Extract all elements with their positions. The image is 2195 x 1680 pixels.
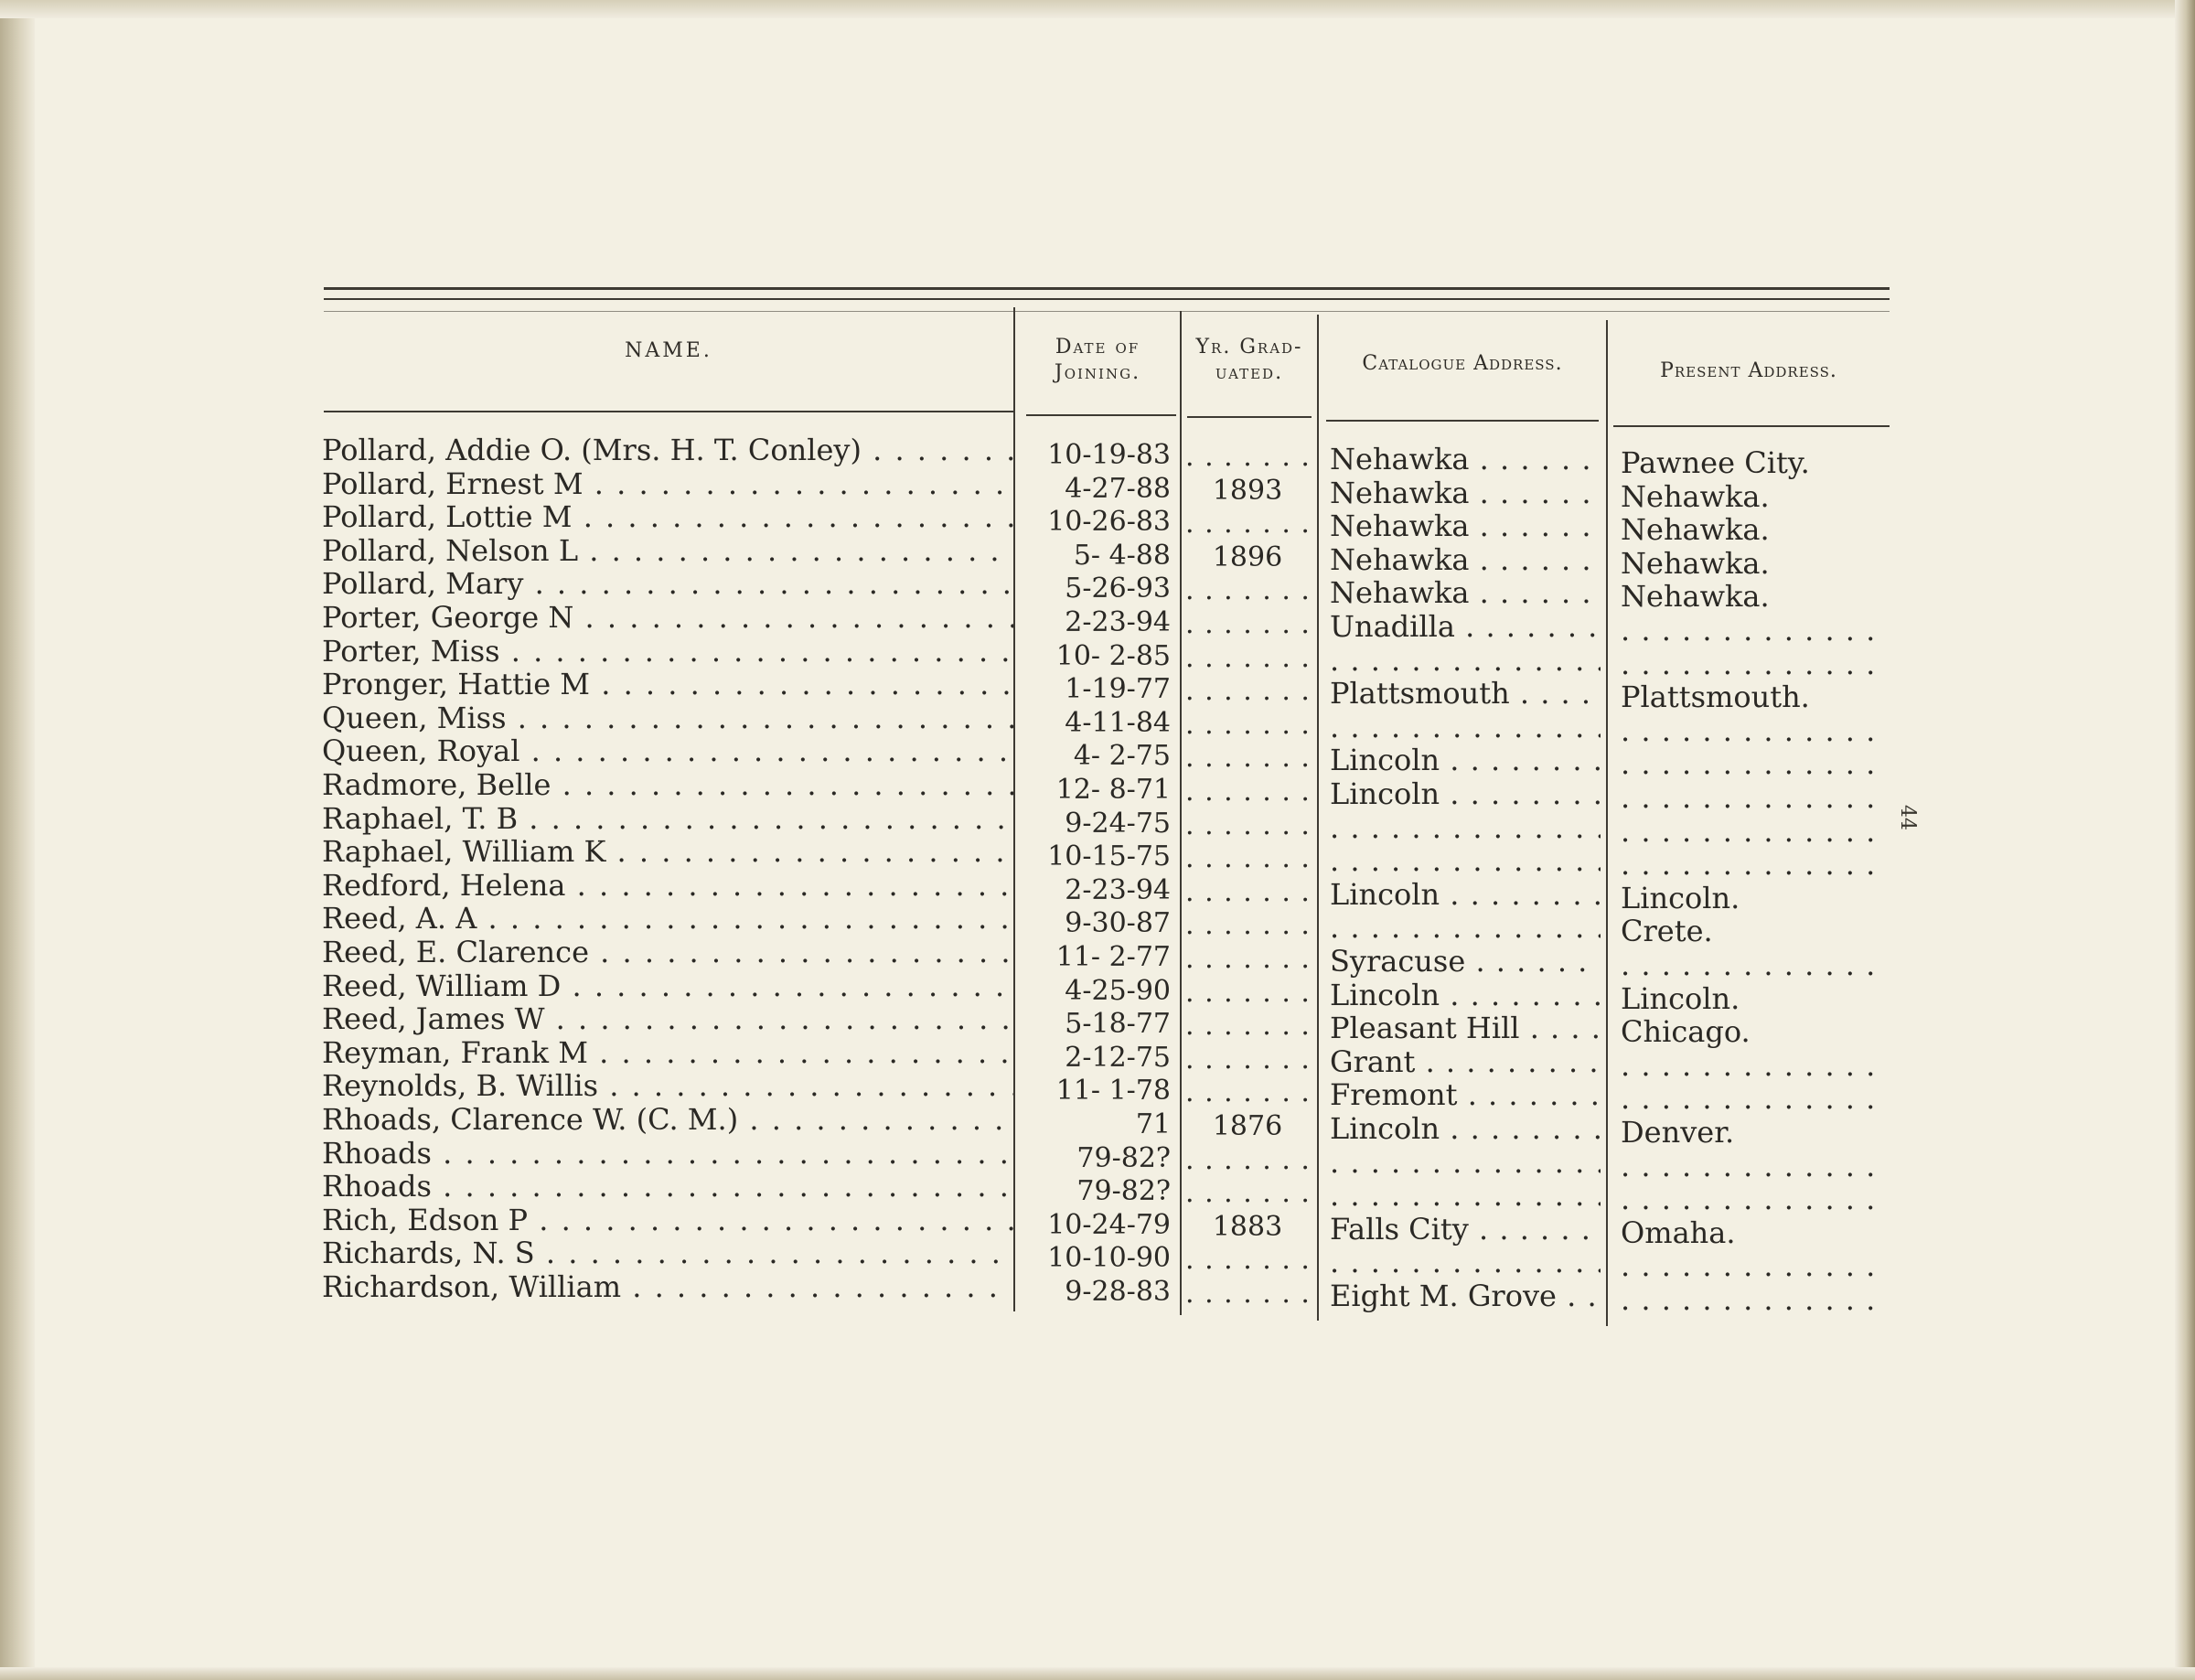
row-catalogue-address: Nehawka . . . — [1330, 443, 1601, 476]
header-rule-catalogue — [1326, 420, 1599, 422]
row-catalogue-address: Nehawka . . . — [1330, 509, 1601, 542]
row-catalogue-address: Lincoln . . . — [1330, 1112, 1601, 1145]
row-year-graduated — [1185, 642, 1310, 675]
row-catalogue-address: Lincoln . . . — [1330, 777, 1601, 810]
row-catalogue-address: Pleasant Hill . . . — [1330, 1011, 1601, 1044]
row-name: Reed, E. Clarence . . . — [322, 936, 1013, 968]
header-rule-name — [324, 411, 1013, 412]
row-present-address: Lincoln. — [1621, 881, 1740, 915]
row-catalogue-address — [1330, 644, 1601, 677]
page-bottom-edge — [0, 1667, 2195, 1680]
header-grad-line2: uated. — [1215, 361, 1284, 384]
header-date-of-joining — [1015, 335, 1180, 386]
row-name: Richardson, William . . . — [322, 1270, 1013, 1303]
row-name: Raphael, William K . . . — [322, 835, 1013, 868]
row-year-graduated — [1185, 574, 1310, 607]
row-catalogue-address — [1330, 1179, 1601, 1212]
row-date-joined: 9-30-87 — [1065, 907, 1171, 940]
row-name: Pollard, Nelson L . . . — [322, 534, 1013, 567]
column-divider-3 — [1317, 315, 1319, 1321]
row-present-address: Lincoln. — [1621, 981, 1740, 1015]
row-catalogue-address: Syracuse . . . — [1330, 945, 1601, 978]
row-date-joined: 71 — [1135, 1108, 1171, 1140]
row-catalogue-address: Lincoln . . . — [1330, 979, 1601, 1011]
row-name: Porter, George N . . . — [322, 601, 1013, 634]
row-present-address: Chicago. — [1621, 1015, 1751, 1049]
row-year-graduated: 1883 — [1212, 1210, 1283, 1243]
row-year-graduated — [1185, 709, 1310, 742]
page-binding-edge — [0, 0, 35, 1680]
row-year-graduated — [1185, 1244, 1310, 1277]
row-catalogue-address — [1330, 711, 1601, 744]
row-date-joined: 9-28-83 — [1065, 1276, 1171, 1308]
row-date-joined: 10-15-75 — [1047, 840, 1171, 873]
row-present-address — [1621, 614, 1884, 647]
row-name: Reynolds, B. Willis . . . — [322, 1069, 1013, 1102]
row-present-address — [1621, 848, 1884, 881]
row-present-address: Pawnee City. — [1621, 446, 1810, 479]
row-year-graduated — [1185, 842, 1310, 875]
row-name: Pollard, Mary . . . — [322, 567, 1013, 600]
header-date-line1: Date of — [1055, 336, 1140, 358]
row-date-joined: 2-12-75 — [1065, 1041, 1171, 1074]
row-catalogue-address — [1330, 1246, 1601, 1279]
row-catalogue-address: Lincoln . . . — [1330, 878, 1601, 911]
row-present-address — [1621, 714, 1884, 747]
row-present-address: Nehawka. — [1621, 479, 1770, 513]
row-year-graduated — [1185, 1010, 1310, 1043]
row-date-joined: 2-23-94 — [1065, 873, 1171, 906]
row-year-graduated: 1893 — [1212, 474, 1283, 507]
row-catalogue-address: Nehawka . . . — [1330, 543, 1601, 576]
row-year-graduated — [1185, 809, 1310, 842]
row-year-graduated — [1185, 608, 1310, 641]
column-divider-1 — [1013, 307, 1015, 1311]
row-date-joined: 79-82? — [1076, 1175, 1171, 1208]
column-divider-2 — [1180, 311, 1182, 1315]
table-top-rule — [324, 287, 1890, 290]
row-date-joined: 4- 2-75 — [1073, 740, 1171, 773]
row-present-address — [1621, 647, 1884, 680]
header-present-text: Present Address. — [1660, 359, 1837, 382]
row-present-address — [1621, 948, 1884, 981]
header-grad-line1: Yr. Grad- — [1195, 336, 1303, 358]
row-year-graduated — [1185, 1177, 1310, 1210]
column-divider-4 — [1606, 320, 1608, 1326]
row-name: Reed, William D . . . — [322, 969, 1013, 1002]
row-name: Redford, Helena . . . — [322, 869, 1013, 902]
row-year-graduated — [1185, 1144, 1310, 1177]
row-catalogue-address — [1330, 844, 1601, 877]
table-top-rule-inner-2 — [324, 311, 1890, 312]
row-name: Richards, N. S . . . — [322, 1236, 1013, 1269]
row-present-address — [1621, 1082, 1884, 1115]
row-name: Reed, James W . . . — [322, 1002, 1013, 1035]
row-year-graduated — [1185, 441, 1310, 474]
row-name: Rhoads, Clarence W. (C. M.) . . . — [322, 1103, 1013, 1136]
row-year-graduated: 1896 — [1212, 540, 1283, 573]
row-present-address: Omaha. — [1621, 1215, 1736, 1249]
row-year-graduated — [1185, 876, 1310, 909]
row-year-graduated — [1185, 1076, 1310, 1109]
header-name-text: NAME. — [625, 339, 712, 362]
row-year-graduated — [1185, 909, 1310, 942]
row-date-joined: 2-23-94 — [1065, 606, 1171, 638]
row-year-graduated — [1185, 742, 1310, 775]
row-catalogue-address: Grant . . . — [1330, 1045, 1601, 1078]
row-name: Porter, Miss . . . — [322, 635, 1013, 668]
header-catalogue-text: Catalogue Address. — [1362, 352, 1563, 375]
row-name: Rhoads . . . — [322, 1170, 1013, 1203]
row-year-graduated — [1185, 1278, 1310, 1311]
row-year-graduated — [1185, 508, 1310, 540]
page-number: 44 — [1896, 805, 1919, 830]
row-catalogue-address: Eight M. Grove . . . — [1330, 1279, 1601, 1312]
row-name: Pollard, Addie O. (Mrs. H. T. Conley) . . . — [322, 433, 1013, 466]
row-date-joined: 9-24-75 — [1065, 807, 1171, 840]
row-catalogue-address: Unadilla . . . — [1330, 610, 1601, 643]
row-date-joined: 11- 2-77 — [1055, 941, 1171, 973]
row-name: Pollard, Lottie M . . . — [322, 500, 1013, 533]
row-year-graduated — [1185, 977, 1310, 1010]
row-year-graduated — [1185, 776, 1310, 808]
row-catalogue-address — [1330, 811, 1601, 844]
row-date-joined: 11- 1-78 — [1055, 1075, 1171, 1108]
row-name: Radmore, Belle . . . — [322, 768, 1013, 801]
row-present-address — [1621, 1283, 1884, 1316]
row-catalogue-address — [1330, 911, 1601, 944]
row-name: Pronger, Hattie M . . . — [322, 668, 1013, 701]
row-catalogue-address — [1330, 1146, 1601, 1179]
row-name: Rhoads . . . — [322, 1137, 1013, 1170]
row-catalogue-address: Falls City . . . — [1330, 1213, 1601, 1246]
row-name: Reed, A. A . . . — [322, 902, 1013, 935]
table-top-rule-inner — [324, 298, 1890, 300]
row-year-graduated — [1185, 1043, 1310, 1076]
header-rule-grad — [1187, 416, 1312, 418]
row-catalogue-address: Nehawka . . . — [1330, 576, 1601, 609]
header-year-graduated — [1182, 335, 1317, 386]
row-catalogue-address: Fremont . . . — [1330, 1078, 1601, 1111]
header-date-line2: Joining. — [1054, 361, 1141, 384]
row-present-address: Crete. — [1621, 915, 1713, 948]
row-present-address — [1621, 781, 1884, 814]
row-present-address — [1621, 747, 1884, 780]
row-date-joined: 4-27-88 — [1065, 472, 1171, 505]
row-present-address: Denver. — [1621, 1116, 1735, 1149]
row-name: Queen, Miss . . . — [322, 701, 1013, 734]
row-date-joined: 5-26-93 — [1065, 572, 1171, 605]
row-name: Queen, Royal . . . — [322, 734, 1013, 767]
row-date-joined: 12- 8-71 — [1055, 774, 1171, 806]
row-present-address: Plattsmouth. — [1621, 680, 1810, 714]
row-present-address — [1621, 1049, 1884, 1082]
row-date-joined: 5-18-77 — [1065, 1008, 1171, 1041]
row-year-graduated — [1185, 675, 1310, 708]
row-date-joined: 10-19-83 — [1047, 439, 1171, 471]
header-rule-date — [1026, 414, 1176, 416]
row-date-joined: 79-82? — [1076, 1141, 1171, 1174]
header-name — [324, 338, 1013, 364]
row-date-joined: 10-24-79 — [1047, 1208, 1171, 1241]
row-present-address — [1621, 1182, 1884, 1215]
page-right-edge — [2175, 0, 2195, 1680]
row-present-address — [1621, 1249, 1884, 1282]
row-catalogue-address: Lincoln . . . — [1330, 744, 1601, 776]
row-date-joined: 4-11-84 — [1065, 706, 1171, 739]
row-year-graduated: 1876 — [1212, 1110, 1283, 1142]
row-present-address — [1621, 1150, 1884, 1182]
row-present-address: Nehawka. — [1621, 513, 1770, 547]
row-name: Raphael, T. B . . . — [322, 802, 1013, 835]
row-catalogue-address: Nehawka . . . — [1330, 476, 1601, 509]
row-present-address — [1621, 815, 1884, 848]
header-rule-present — [1613, 425, 1890, 427]
row-date-joined: 5- 4-88 — [1073, 539, 1171, 572]
row-date-joined: 10- 2-85 — [1055, 639, 1171, 672]
row-date-joined: 1-19-77 — [1065, 673, 1171, 706]
row-name: Rich, Edson P . . . — [322, 1204, 1013, 1236]
row-present-address: Nehawka. — [1621, 580, 1770, 614]
row-date-joined: 4-25-90 — [1065, 974, 1171, 1007]
page-top-edge — [0, 0, 2195, 18]
row-name: Reyman, Frank M . . . — [322, 1036, 1013, 1069]
row-year-graduated — [1185, 943, 1310, 976]
row-date-joined: 10-10-90 — [1047, 1242, 1171, 1275]
header-present-address — [1608, 358, 1890, 384]
header-catalogue-address — [1319, 351, 1606, 377]
row-present-address: Nehawka. — [1621, 546, 1770, 580]
row-date-joined: 10-26-83 — [1047, 506, 1171, 539]
row-name: Pollard, Ernest M . . . — [322, 467, 1013, 500]
row-catalogue-address: Plattsmouth . . . — [1330, 677, 1601, 710]
